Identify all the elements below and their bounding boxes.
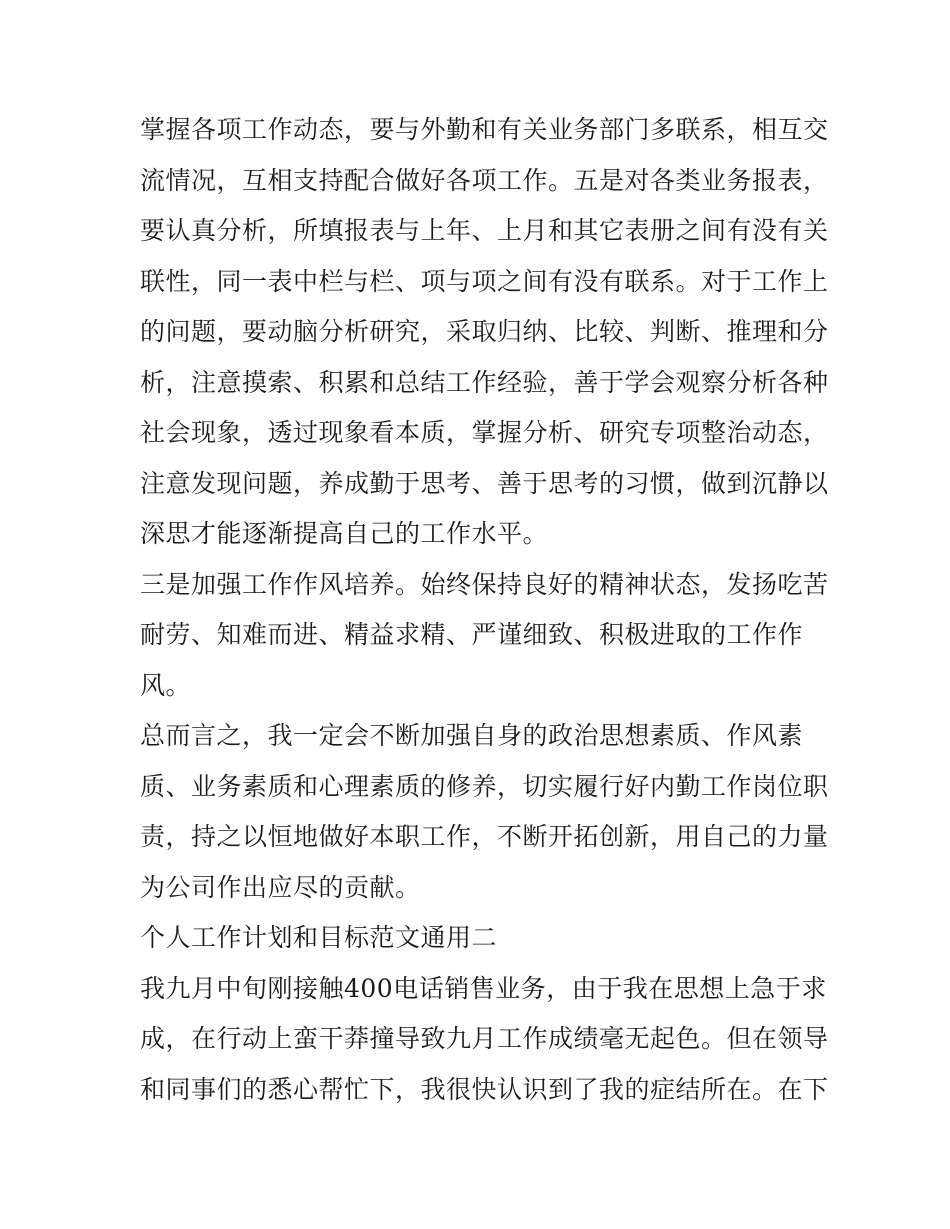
- text-line: 成，在行动上蛮干莽撞导致九月工作成绩毫无起色。但在领导: [140, 1024, 829, 1053]
- text-line: 流情况，互相支持配合做好各项工作。五是对各类业务报表，: [140, 165, 829, 195]
- text-line: 的问题，要动脑分析研究，采取归纳、比较、判断、推理和分: [140, 317, 829, 346]
- text-line: 要认真分析，所填报表与上年、上月和其它表册之间有没有关: [140, 216, 829, 245]
- text-line: 掌握各项工作动态，要与外勤和有关业务部门多联系，相互交: [140, 115, 829, 144]
- text-line: 析，注意摸索、积累和总结工作经验，善于学会观察分析各种: [140, 367, 829, 397]
- text-line: 风。: [140, 670, 192, 700]
- text-line: 我九月中旬刚接触400电话销售业务，由于我在思想上急于求: [140, 973, 827, 1003]
- text-line: 三是加强工作作风培养。始终保持良好的精神状态，发扬吃苦: [140, 569, 829, 599]
- text-line: 深思才能逐渐提高自己的工作水平。: [140, 519, 549, 548]
- text-line: 为公司作出应尽的贡献。: [140, 872, 421, 902]
- section-heading: 个人工作计划和目标范文通用二: [140, 923, 498, 952]
- text-line: 质、业务素质和心理素质的修养，切实履行好内勤工作岗位职: [140, 771, 829, 801]
- text-line: 和同事们的悉心帮忙下，我很快认识到了我的症结所在。在下: [140, 1074, 829, 1104]
- text-line: 联性，同一表中栏与栏、项与项之间有没有联系。对于工作上: [140, 266, 829, 296]
- document-body: [140, 105, 829, 1115]
- text-line: 责，持之以恒地做好本职工作，不断开拓创新，用自己的力量: [140, 822, 829, 851]
- text-line: 总而言之，我一定会不断加强自身的政治思想素质、作风素: [140, 721, 804, 750]
- text-line: 注意发现问题，养成勤于思考、善于思考的习惯，做到沉静以: [140, 468, 829, 498]
- text-line: 耐劳、知难而进、精益求精、严谨细致、积极进取的工作作: [140, 620, 804, 649]
- text-line: 社会现象，透过现象看本质，掌握分析、研究专项整治动态，: [140, 418, 829, 447]
